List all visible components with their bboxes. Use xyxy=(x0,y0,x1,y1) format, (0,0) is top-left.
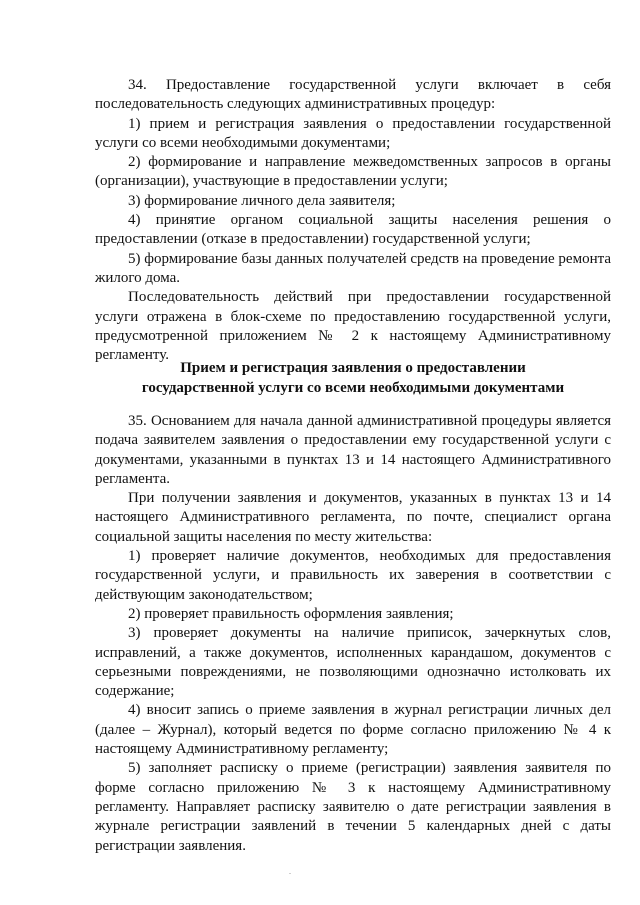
section-heading xyxy=(95,359,611,398)
paragraph-35-item-1: 1) проверяет наличие документов, необходимых для предоставления государственной услуги, и правильность их заверения в соответствии с действующим законодательством; xyxy=(95,548,611,603)
paragraph-34-item-1: 1) прием и регистрация заявления о предоставлении государственной услуги со всеми необходимыми документами; xyxy=(95,115,611,151)
paragraph-35: 35. Основанием для начала данной административной процедуры является подача заявителем заявления о предоставлении ему государственной услуги с документами, указанными в пунктах 13 и 14 настоящего Административного регламента. xyxy=(95,413,611,487)
paragraph-35-item-2: 2) проверяет правильность оформления заявления; xyxy=(128,605,454,622)
section-heading-line-1: Прием и регистрация заявления о предоставлении xyxy=(180,360,526,376)
paragraph-35-intro: При получении заявления и документов, указанных в пунктах 13 и 14 настоящего Административного регламента, по почте, специалист органа социальной защиты населения по месту жительства: xyxy=(95,490,611,545)
paragraph-34-item-3: 3) формирование личного дела заявителя; xyxy=(128,192,396,209)
paragraph-34: 34. Предоставление государственной услуги включает в себя последовательность следующих административных процедур: xyxy=(95,77,611,113)
paragraph-35-item-4: 4) вносит запись о приеме заявления в журнал регистрации личных дел (далее – Журнал), который ведется по форме согласно приложению № 4 к настоящему Административному регламенту; xyxy=(95,702,611,758)
paragraph-34-item-4: 4) принятие органом социальной защиты населения решения о предоставлении (отказе в предоставлении) государственной услуги; xyxy=(95,212,611,248)
registration-section xyxy=(95,412,611,856)
procedures-section xyxy=(95,76,611,365)
paragraph-35-item-5: 5) заполняет расписку о приеме (регистрации) заявления заявителя по форме согласно приложению № 3 к настоящему Административному регламенту. Направляет расписку заявителю о дате регистрации заявления в журнале регистрации заявлений в течении 5 календарных дней с даты регистрации заявления. xyxy=(95,760,611,854)
paragraph-34-summary: Последовательность действий при предоставлении государственной услуги отражена в блок-схеме по предоставлению государственной услуги, предусмотренной приложением № 2 к настоящему Административному регламенту. xyxy=(95,289,611,364)
paragraph-34-item-2: 2) формирование и направление межведомственных запросов в органы (организации), участвующие в предоставлении услуги; xyxy=(95,154,611,190)
section-heading-line-2: государственной услуги со всеми необходимыми документами xyxy=(141,379,565,396)
paragraph-35-item-3: 3) проверяет документы на наличие приписок, зачеркнутых слов, исправлений, а также документов, исполненных карандашом, документов с серьезными повреждениями, не позволяющими однозначно истолковать их содержание; xyxy=(95,625,611,700)
paragraph-34-item-5: 5) формирование базы данных получателей средств на проведение ремонта жилого дома. xyxy=(95,250,611,286)
scan-speck xyxy=(289,873,291,874)
